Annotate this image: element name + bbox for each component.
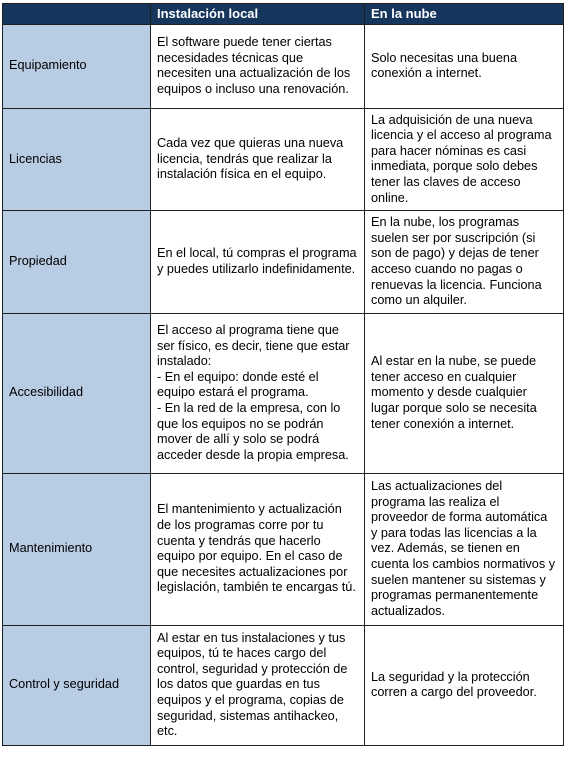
row-label-propiedad: Propiedad <box>3 211 151 314</box>
cell-local: En el local, tú compras el programa y puedes utilizarlo indefinidamente. <box>151 211 365 314</box>
cell-local: El mantenimiento y actualización de los programas corre por tu cuenta y tendrás que hacerlo equipo por equipo. En el caso de que necesites actualizaciones por legislación, también te encargas tú. <box>151 473 365 625</box>
table-row <box>3 473 564 625</box>
cell-local: El acceso al programa tiene que ser físico, es decir, tiene que estar instalado: - En el equipo: donde esté el equipo estará el programa. - En la red de la empresa, con lo que los equipos no se podrán mover de allí y solo se podrá acceder desde la propia empresa. <box>151 313 365 473</box>
header-nube: En la nube <box>365 4 564 25</box>
table-row <box>3 24 564 108</box>
cell-nube: En la nube, los programas suelen ser por suscripción (si son de pago) y dejas de tener acceso cuando no pagas o renuevas la licencia. Funciona como un alquiler. <box>365 211 564 314</box>
cell-nube: Las actualizaciones del programa las realiza el proveedor de forma automática y para todas las licencias a la vez. Además, se tienen en cuenta los cambios normativos y suelen mantener su sistemas y programas permanentemente actualizados. <box>365 473 564 625</box>
row-label-equipamiento: Equipamiento <box>3 24 151 108</box>
row-label-mantenimiento: Mantenimiento <box>3 473 151 625</box>
table-row <box>3 313 564 473</box>
row-label-control-seguridad: Control y seguridad <box>3 625 151 745</box>
cell-nube: Al estar en la nube, se puede tener acceso en cualquier momento y desde cualquier lugar porque solo se necesita tener conexión a internet. <box>365 313 564 473</box>
row-label-accesibilidad: Accesibilidad <box>3 313 151 473</box>
table-row <box>3 625 564 745</box>
header-row <box>3 4 564 25</box>
cell-local: El software puede tener ciertas necesidades técnicas que necesiten una actualización de los equipos o incluso una renovación. <box>151 24 365 108</box>
cell-local: Cada vez que quieras una nueva licencia, tendrás que realizar la instalación física en el equipo. <box>151 108 365 211</box>
header-corner-cell <box>3 4 151 25</box>
table-row <box>3 108 564 211</box>
cell-nube: Solo necesitas una buena conexión a internet. <box>365 24 564 108</box>
table-row <box>3 211 564 314</box>
cell-local: Al estar en tus instalaciones y tus equipos, tú te haces cargo del control, seguridad y protección de los datos que guardas en tus equipos y el programa, copias de seguridad, sistemas antihackeo, etc. <box>151 625 365 745</box>
cell-nube: La adquisición de una nueva licencia y el acceso al programa para hacer nóminas es casi inmediata, porque solo debes tener las claves de acceso online. <box>365 108 564 211</box>
cell-nube: La seguridad y la protección corren a cargo del proveedor. <box>365 625 564 745</box>
header-local: Instalación local <box>151 4 365 25</box>
comparison-table-container <box>2 3 563 746</box>
row-label-licencias: Licencias <box>3 108 151 211</box>
comparison-table <box>2 3 564 746</box>
